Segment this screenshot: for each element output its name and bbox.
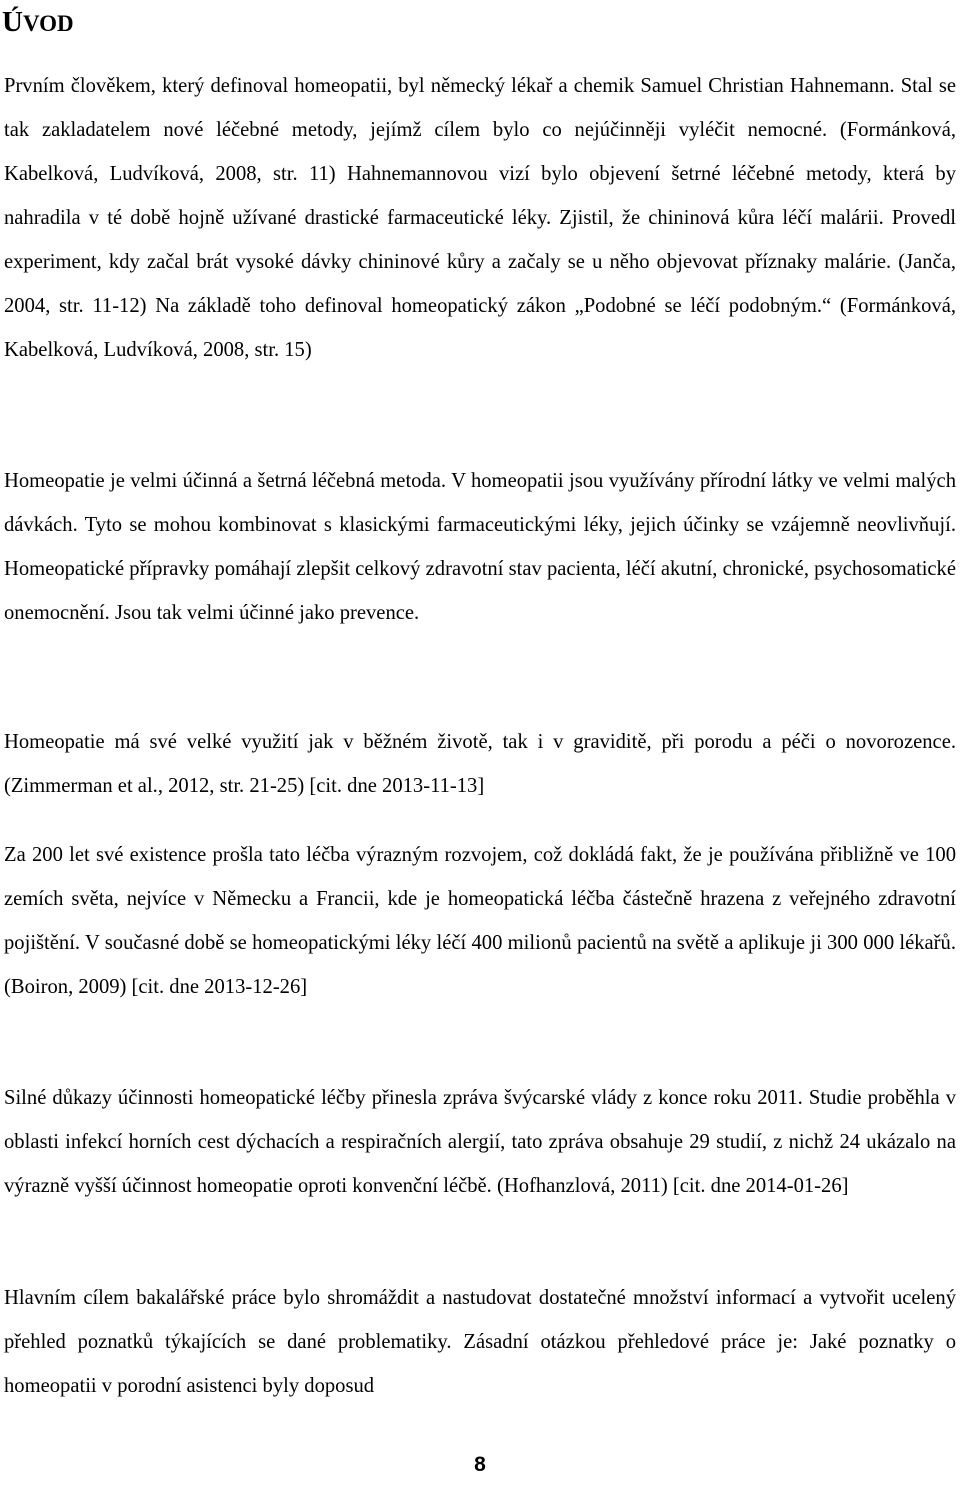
heading-initial: Ú (2, 6, 23, 38)
chapter-heading (2, 4, 74, 42)
heading-rest: VOD (22, 11, 74, 36)
paragraph-thesis-goal: Hlavním cílem bakalářské práce bylo shromáždit a nastudovat dostatečné množství informací a vytvořit ucelený přehled poznatků týkajících se dané problematiky. Zásadní otázkou přehledové práce je: Jaké poznatky o homeopatii v porodní asistenci byly doposud (4, 1287, 956, 1397)
page-number: 8 (474, 1453, 486, 1476)
paragraph-swiss-report: Silné důkazy účinnosti homeopatické léčby přinesla zpráva švýcarské vlády z konce roku 2011. Studie proběhla v oblasti infekcí horních cest dýchacích a respiračních alergií, tato zpráva obsahuje 29 studií, z nichž 24 ukázalo na výrazně vyšší účinnost homeopatie oproti konvenční léčbě. (Hofhanzlová, 2011) [cit. dne 2014-01-26] (4, 1087, 956, 1197)
paragraph-effectiveness: Homeopatie je velmi účinná a šetrná léčebná metoda. V homeopatii jsou využívány přírodní látky ve velmi malých dávkách. Tyto se mohou kombinovat s klasickými farmaceutickými léky, jejich účinky se vzájemně neovlivňují. Homeopatické přípravky pomáhají zlepšit celkový zdravotní stav pacienta, léčí akutní, chronické, psychosomatické onemocnění. Jsou tak velmi účinné jako prevence. (4, 470, 956, 624)
paragraph-usage: Homeopatie má své velké využití jak v běžném životě, tak i v graviditě, při porodu a péči o novorozence. (Zimmerman et al., 2012, str. 21-25) [cit. dne 2013-11-13] (4, 731, 956, 797)
paragraph-hahnemann: Prvním člověkem, který definoval homeopatii, byl německý lékař a chemik Samuel Christian Hahnemann. Stal se tak zakladatelem nové léčebné metody, jejímž cílem bylo co nejúčinněji vyléčit nemocné. (Formánková, Kabelková, Ludvíková, 2008, str. 11) Hahnemannovou vizí bylo objevení šetrné léčebné metody, která by nahradila v té době hojně užívané drastické farmaceutické léky. Zjistil, že chininová kůra léčí malárii. Provedl experiment, kdy začal brát vysoké dávky chininové kůry a začaly se u něho objevovat příznaky malárie. (Janča, 2004, str. 11-12) Na základě toho definoval homeopatický zákon „Podobné se léčí podobným.“ (Formánková, Kabelková, Ludvíková, 2008, str. 15) (4, 75, 956, 361)
paragraph-history: Za 200 let své existence prošla tato léčba výrazným rozvojem, což dokládá fakt, že je používána přibližně ve 100 zemích světa, nejvíce v Německu a Francii, kde je homeopatická léčba částečně hrazena z veřejného zdravotní pojištění. V současné době se homeopatickými léky léčí 400 milionů pacientů na světě a aplikuje ji 300 000 lékařů. (Boiron, 2009) [cit. dne 2013-12-26] (4, 844, 956, 998)
